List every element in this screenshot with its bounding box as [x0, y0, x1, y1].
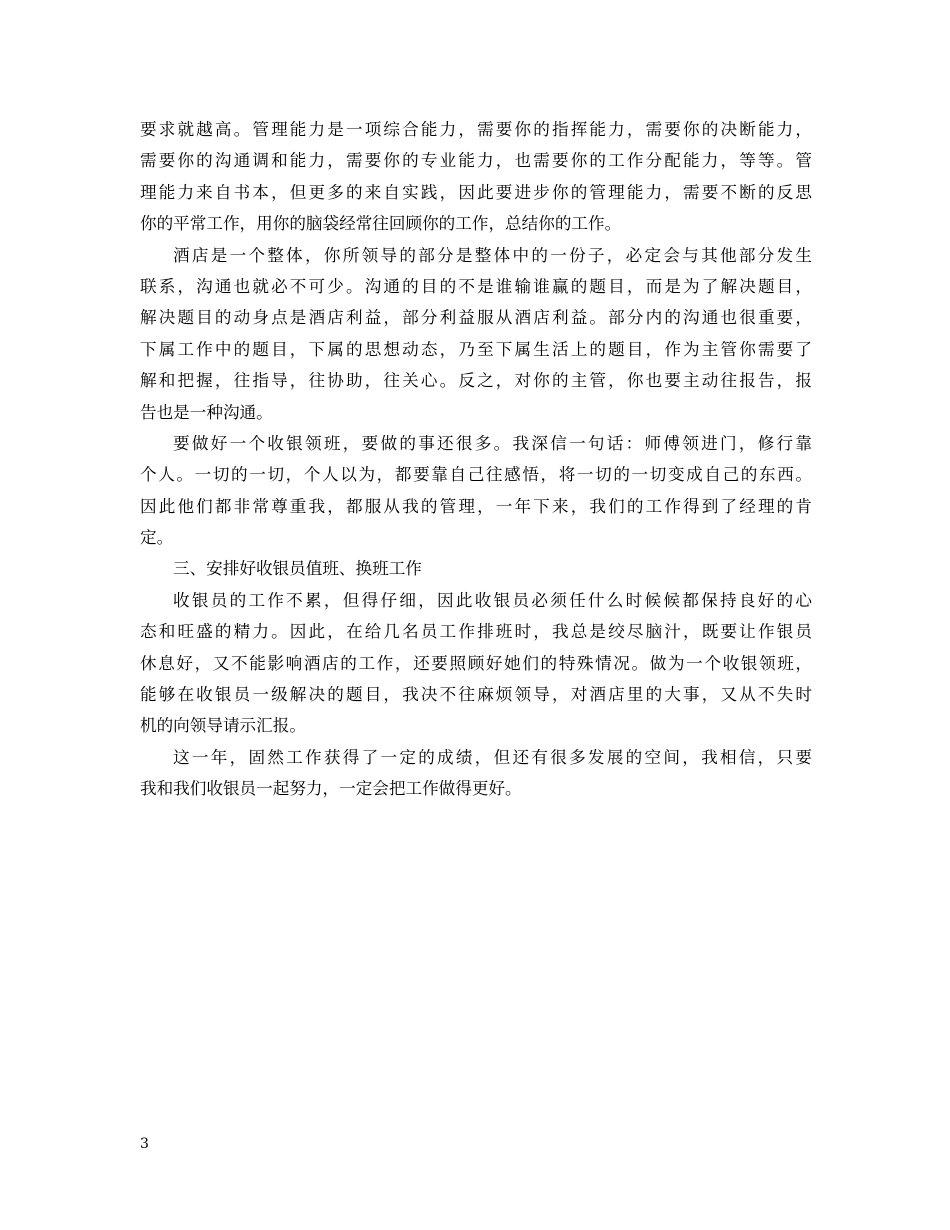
text-line: 态和旺盛的精力。因此，在给几名员工作排班时，我总是绞尽脑汁，既要让作银员 [140, 622, 812, 642]
document-body [140, 114, 812, 805]
text-line: 因此他们都非常尊重我，都服从我的管理，一年下来，我们的工作得到了经理的肯 [140, 496, 812, 516]
page-number: 3 [140, 1136, 149, 1152]
paragraph-first-line: 酒店是一个整体，你所领导的部分是整体中的一份子，必定会与其他部分发生 [173, 245, 812, 265]
text-line: 要求就越高。管理能力是一项综合能力，需要你的指挥能力，需要你的决断能力， [140, 120, 812, 139]
text-line: 定。 [140, 528, 174, 548]
text-line: 机的向领导请示汇报。 [140, 716, 306, 736]
text-line: 理能力来自书本，但更多的来自实践，因此要进步你的管理能力，需要不断的反思 [140, 182, 812, 202]
text-line: 联系，沟通也就必不可少。沟通的目的不是谁输谁赢的题目，而是为了解决题目， [140, 276, 812, 296]
text-line: 解决题目的动身点是酒店利益，部分利益服从酒店利益。部分内的沟通也很重要， [140, 308, 812, 328]
paragraph-first-line: 要做好一个收银领班，要做的事还很多。我深信一句话：师傅领进门，修行靠 [173, 433, 812, 453]
text-line: 告也是一种沟通。 [140, 402, 273, 422]
paragraph-first-line: 这一年，固然工作获得了一定的成绩，但还有很多发展的空间，我相信，只要 [173, 747, 812, 767]
text-line: 需要你的沟通调和能力，需要你的专业能力，也需要你的工作分配能力，等等。管 [140, 151, 812, 171]
text-line: 能够在收银员一级解决的题目，我决不往麻烦领导，对酒店里的大事，又从不失时 [140, 685, 812, 705]
text-line: 下属工作中的题目，下属的思想动态，乃至下属生活上的题目，作为主管你需要了 [140, 339, 812, 359]
text-line: 你的平常工作，用你的脑袋经常往回顾你的工作，总结你的工作。 [140, 214, 622, 234]
section-heading: 三、安排好收银员值班、换班工作 [173, 559, 422, 579]
text-line: 个人。一切的一切，个人以为，都要靠自己往感悟，将一切的一切变成自己的东西。 [140, 465, 812, 485]
text-line: 解和把握，往指导，往协助，往关心。反之，对你的主管，你也要主动往报告，报 [140, 371, 812, 391]
paragraph-first-line: 收银员的工作不累，但得仔细，因此收银员必须任什么时候候都保持良好的心 [173, 590, 812, 610]
text-line: 我和我们收银员一起努力，一定会把工作做得更好。 [140, 779, 522, 799]
text-line: 休息好，又不能影响酒店的工作，还要照顾好她们的特殊情况。做为一个收银领班， [140, 653, 812, 673]
